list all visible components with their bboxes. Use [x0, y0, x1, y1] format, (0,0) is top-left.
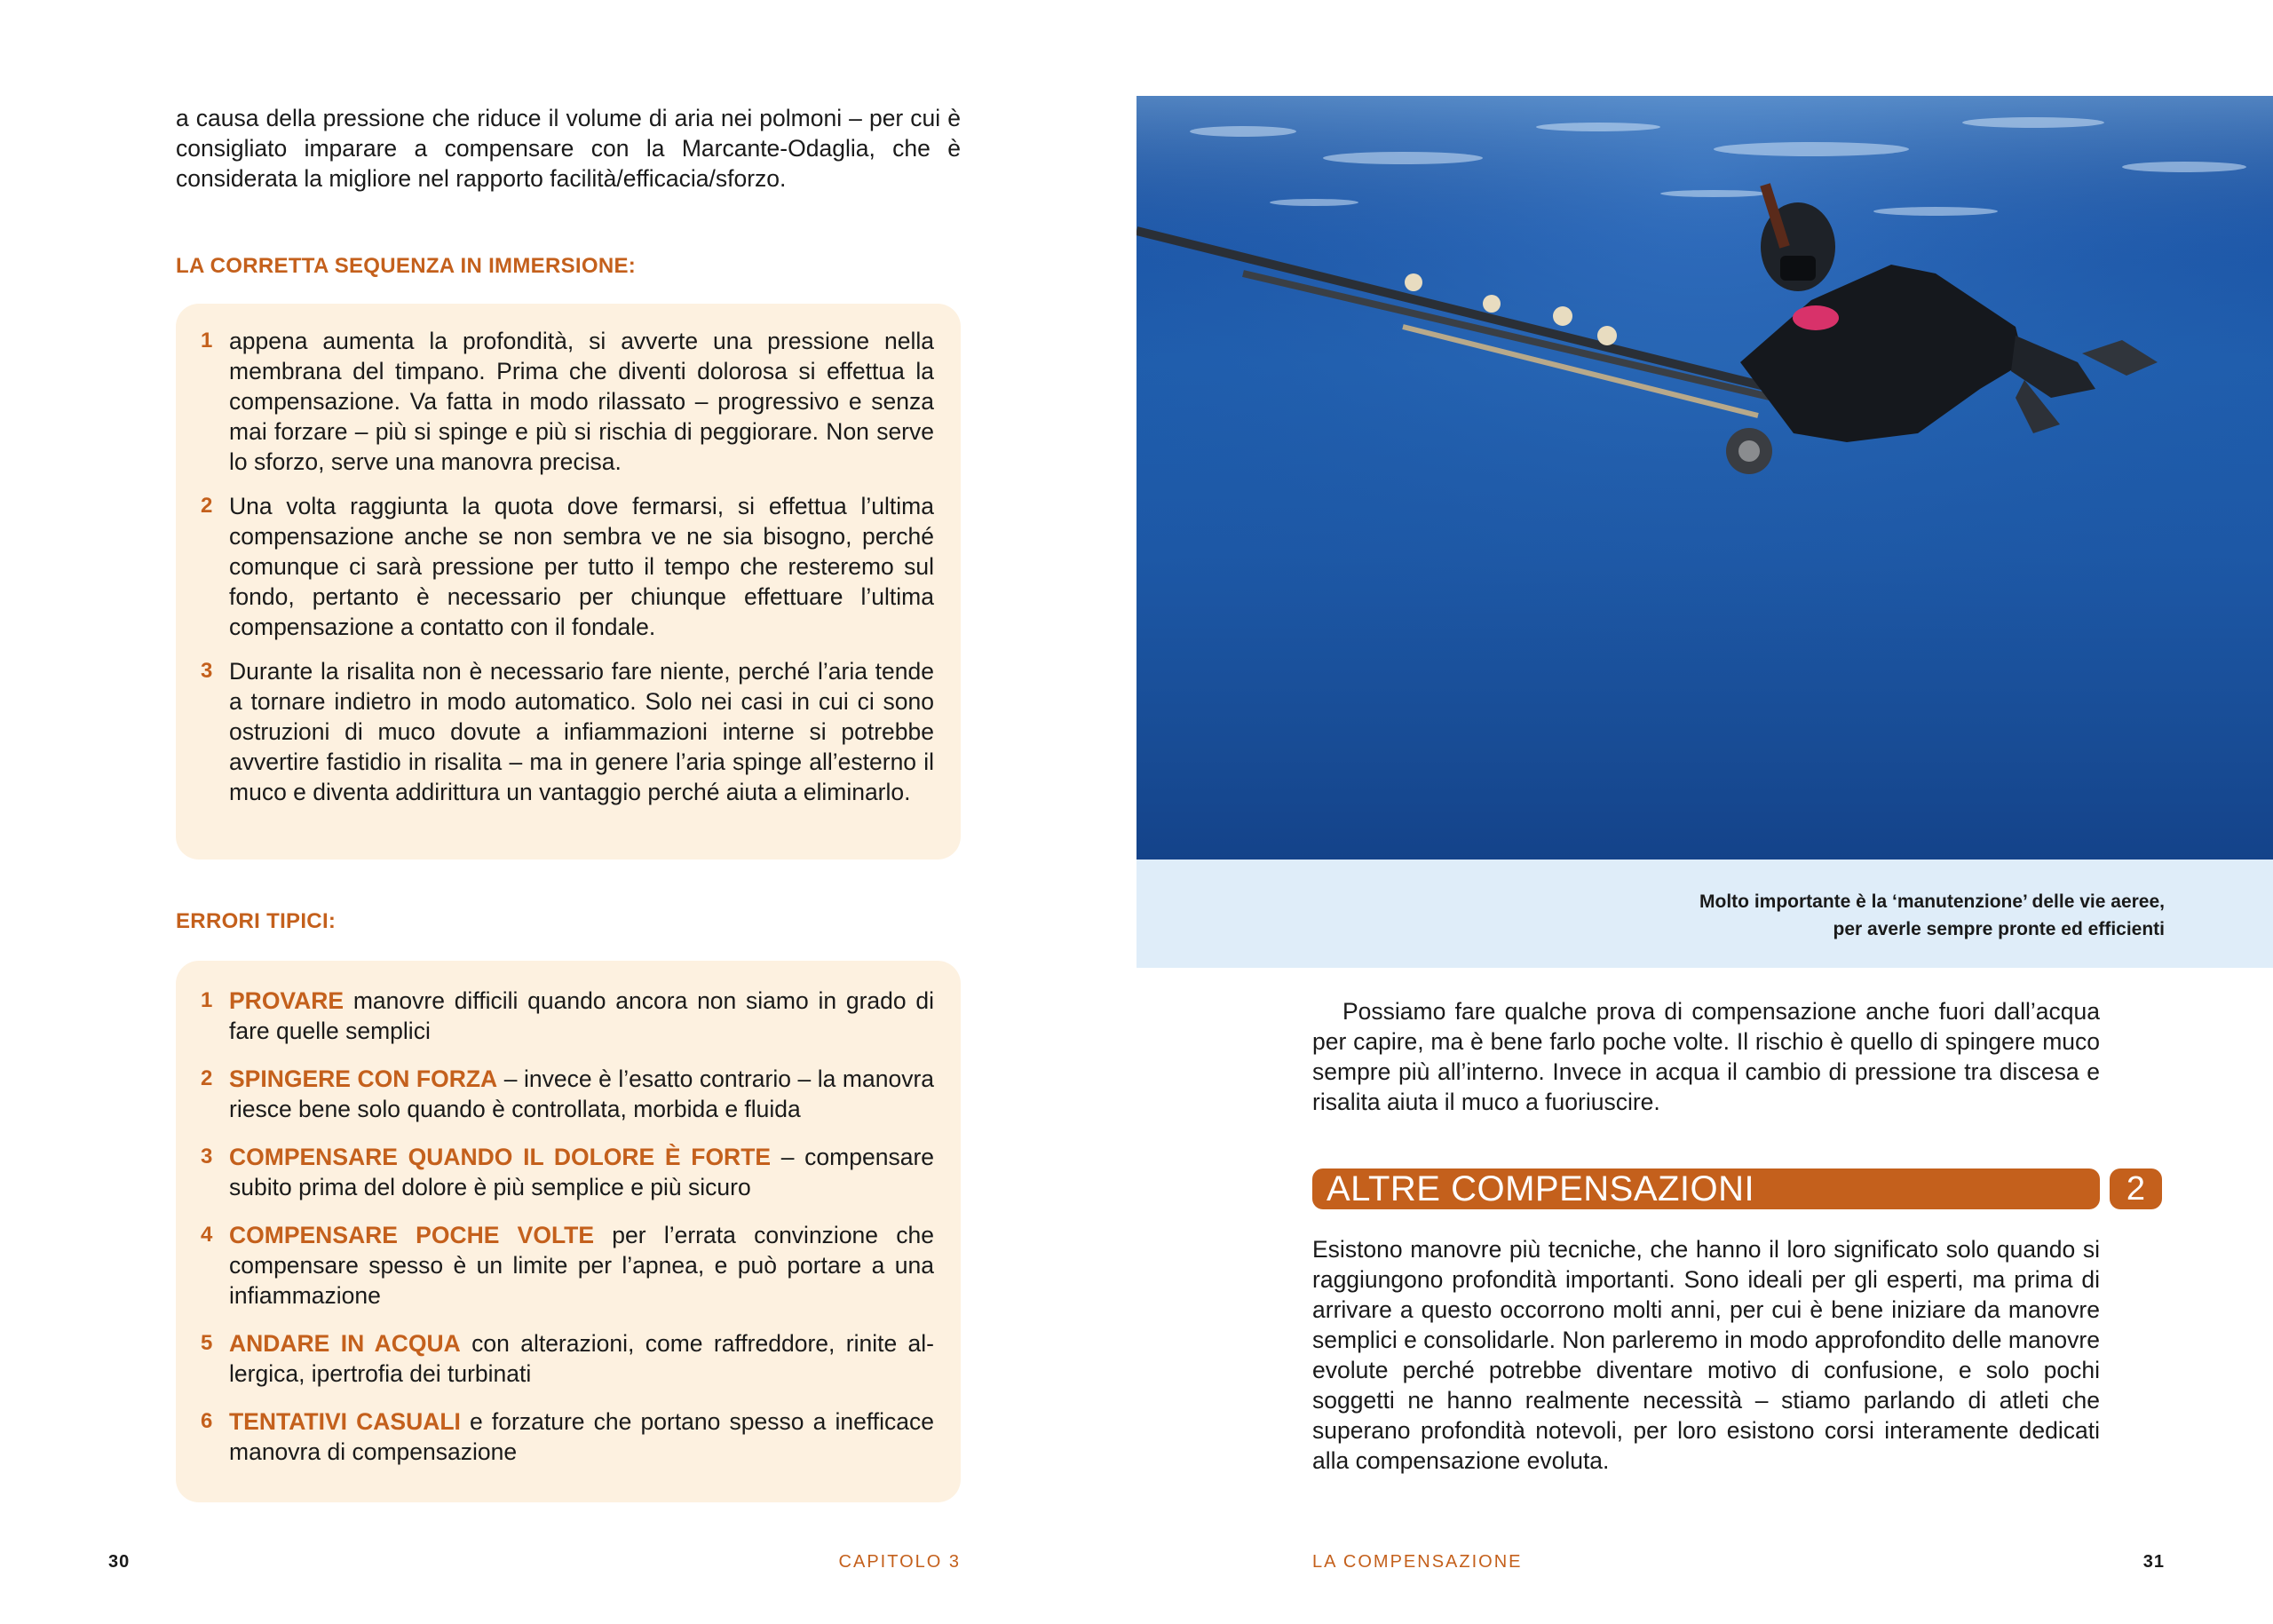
errors-heading: ERRORI TIPICI: [176, 909, 337, 933]
right-page [1136, 0, 2273, 1624]
item-number: 5 [201, 1331, 213, 1355]
section-paragraph: Esistono manovre più tecniche, che hanno il loro significato solo quando si raggiungono profondità importanti. Sono ideali per gli esperti, ma prima di arrivare a questo occorrono molti anni, per cui è bene iniziare da manovre semplici e consolidarle. Non parleremo in modo approfondito delle manovre evolute perché potrebbe diventare motivo di confusione, e solo pochi soggetti ne hanno realmente necessità – stiamo parlando di atleti che superano profondità notevoli, per loro esistono corsi interamente dedicati alla compensazione evoluta. [1312, 1236, 2100, 1474]
errors-box [176, 961, 961, 1502]
errors-list [176, 986, 934, 1467]
item-number: 1 [201, 329, 213, 353]
item-text: per l’errata convinzione che compensare spesso è un limite per l’apnea, e può portare a una infiammazione [229, 1222, 934, 1309]
diver-photo [1136, 96, 2273, 860]
list-item [176, 1220, 934, 1311]
item-number: 6 [201, 1409, 213, 1433]
item-highlight: PROVARE [229, 987, 345, 1014]
item-highlight: ANDARE IN ACQUA [229, 1330, 461, 1357]
item-number: 1 [201, 988, 213, 1012]
item-text: Durante la risalita non è necessario fare niente, perché l’aria tende a tornare indietro in modo automatico. Solo nei casi in cui ci sono ostruzioni di muco dovute a infiammazioni interne si potrebbe avvertire fastidio in risalita – ma in genere l’aria spinge all’esterno il muco e diventa addirittura un vantaggio perché aiuta a eliminarlo. [229, 658, 934, 805]
list-item [176, 656, 934, 807]
intro-paragraph: a causa della pressione che riduce il volume di aria nei polmoni – per cui è consigliato imparare a compensare con la Marcante-Odaglia, che è considerata la migliore nel rapporto facilità/efficacia/sforzo. [176, 105, 961, 192]
list-item [176, 326, 934, 477]
photo-caption [1543, 888, 2165, 943]
item-number: 3 [201, 659, 213, 683]
left-page [0, 0, 1136, 1624]
item-text: – compensare subito prima del dolore è più semplice e più sicuro [229, 1144, 935, 1200]
item-number: 4 [201, 1223, 213, 1247]
item-text: manovre difficili quando ancora non siamo in grado di fare quelle semplici [229, 987, 934, 1044]
item-number: 3 [201, 1145, 213, 1168]
chapter-label: CAPITOLO 3 [838, 1552, 961, 1572]
sequence-box [176, 304, 961, 860]
list-item [176, 1406, 934, 1467]
sequence-heading: LA CORRETTA SEQUENZA IN IMMERSIONE: [176, 254, 637, 278]
list-item [176, 1064, 934, 1124]
item-highlight: COMPENSARE POCHE VOLTE [229, 1222, 595, 1248]
list-item [176, 1328, 934, 1389]
page-number-right: 31 [2142, 1552, 2165, 1572]
chapter-title: LA COMPENSAZIONE [1312, 1552, 1523, 1572]
item-text: appena aumenta la profondità, si avverte una pressione nella membrana del timpano. Prima che diventi dolorosa si effettua la compensazione. Va fatta in modo rilassato – progressivo e senza mai forzare – più si spinge e più si rischia di peggiorare. Non serve lo sforzo, serve una manovra precisa. [229, 328, 934, 475]
diver-photo-illustration [1136, 96, 2273, 860]
caption-line-1: Molto importante è la ‘manutenzione’ delle vie aeree, [1699, 891, 2165, 912]
item-highlight: SPINGERE CON FORZA [229, 1066, 498, 1092]
item-number: 2 [201, 494, 213, 518]
sequence-list [176, 326, 934, 807]
item-text: – invece è l’esatto contrario – la manovra riesce bene solo quando è controllata, morbida e fluida [229, 1066, 935, 1122]
list-item [176, 1142, 934, 1202]
body-paragraph: Possiamo fare qualche prova di compensazione anche fuori dall’acqua per capire, ma è bene farlo poche volte. Il rischio è quello di spingere muco sempre più all’interno. Invece in acqua il cambio di pressione tra discesa e risalita aiuta il muco a fuoriuscire. [1312, 998, 2100, 1115]
list-item [176, 491, 934, 642]
item-text: e forzature che portano spesso a inefficace manovra di compensazione [229, 1408, 934, 1465]
item-text: Una volta raggiunta la quota dove fermarsi, si effettua l’ultima compensazione anche se non sembra ve ne sia bisogno, perché comunque ci sarà pressione per tutto il tempo che resteremo sul fondo, pertanto è necessario per chiunque effettuare l’ultima compensazione a contatto con il fondale. [229, 493, 934, 640]
item-text: con alterazioni, come raffreddore, rinite allergica, ipertrofia dei turbinati [229, 1330, 934, 1387]
page-number-left: 30 [108, 1552, 131, 1572]
item-highlight: TENTATIVI CASUALI [229, 1408, 461, 1435]
caption-line-2: per averle sempre pronte ed efficienti [1833, 919, 2165, 939]
list-item [176, 986, 934, 1046]
item-number: 2 [201, 1066, 213, 1090]
item-highlight: COMPENSARE QUANDO IL DOLORE È FORTE [229, 1144, 772, 1170]
section-number-badge: 2 [2110, 1168, 2162, 1209]
section-title: ALTRE COMPENSAZIONI [1327, 1169, 1755, 1208]
